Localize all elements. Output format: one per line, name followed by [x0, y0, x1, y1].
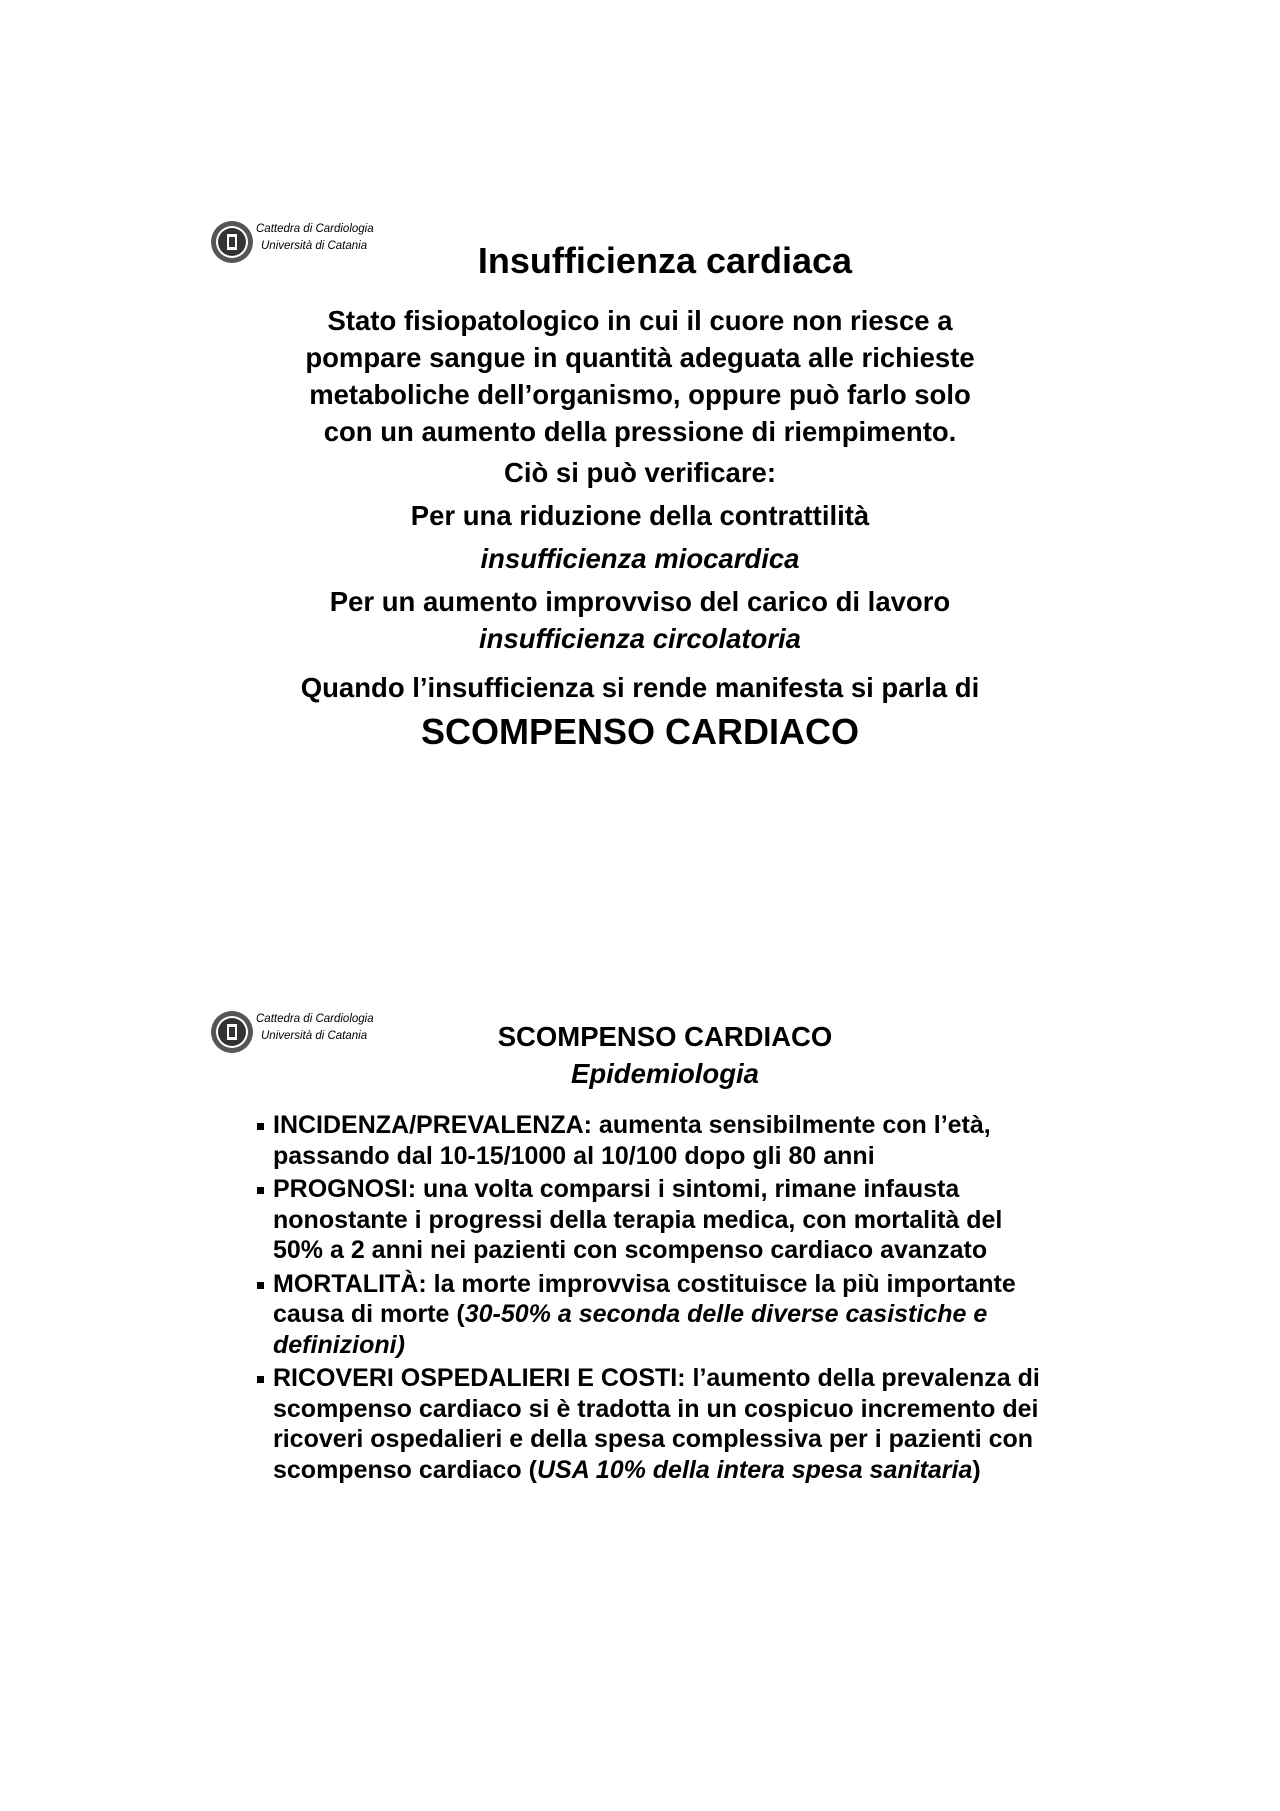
- institution-line1: Cattedra di Cardiologia: [256, 1013, 374, 1025]
- bullet-lead: RICOVERI OSPEDALIERI E COSTI:: [273, 1364, 686, 1392]
- institution-line2: Università di Catania: [261, 1030, 368, 1042]
- list-item-mortality: [255, 1269, 1055, 1361]
- bullet-close: ): [972, 1455, 981, 1484]
- slide1-body: [0, 302, 1280, 752]
- bullet-lead: MORTALITÀ:: [273, 1269, 427, 1298]
- conclusion-heading: SCOMPENSO CARDIACO: [420, 711, 860, 752]
- cause-type-myocardial: insufficienza miocardica: [480, 543, 800, 574]
- bullet-text: l’aumento della prevalenza di scompenso cardiaco si è tradotta in un cospicuo incremento dei ricoveri ospedalieri e della spesa complessiva per i pazienti con scompenso cardiaco (: [273, 1364, 1040, 1484]
- epidemiology-list: [255, 1110, 1055, 1488]
- list-item-incidence: [255, 1110, 1055, 1171]
- slide1-title: Insufficienza cardiaca: [477, 240, 853, 281]
- bullet-lead: PROGNOSI:: [273, 1175, 417, 1203]
- list-item-costs: [255, 1363, 1055, 1485]
- cause-workload: Per un aumento improvviso del carico di lavoro: [329, 586, 951, 617]
- bullet-italic: USA 10% della intera spesa sanitaria: [536, 1455, 973, 1484]
- definition-line: pompare sangue in quantità adeguata alle richieste: [305, 342, 975, 373]
- bullet-lead: INCIDENZA/PREVALENZA:: [273, 1111, 592, 1139]
- occurs-label: Ciò si può verificare:: [503, 457, 777, 488]
- definition-line: con un aumento della pressione di riempimento.: [323, 416, 957, 447]
- slide-epidemiologia: [0, 1000, 1280, 1600]
- slide-insufficienza-cardiaca: [0, 210, 1280, 810]
- list-item-prognosis: [255, 1174, 1055, 1266]
- slide2-title: SCOMPENSO CARDIACO: [497, 1021, 833, 1052]
- slide2-heading: [0, 1018, 1280, 1092]
- definition-line: Stato fisiopatologico in cui il cuore non riesce a: [327, 305, 953, 336]
- manifest-statement: Quando l’insufficienza si rende manifesta si parla di: [300, 672, 980, 703]
- cause-type-circulatory: insufficienza circolatoria: [479, 623, 801, 654]
- cause-contractility: Per una riduzione della contrattilità: [410, 500, 870, 531]
- institution-line2: Università di Catania: [261, 240, 368, 252]
- bullet-text: aumenta sensibilmente con l’età, passando dal 10-15/1000 al 10/100 dopo gli 80 anni: [273, 1111, 991, 1170]
- bullet-italic: 30-50% a seconda delle diverse casistiche e definizioni): [273, 1300, 988, 1359]
- bullet-text: una volta comparsi i sintomi, rimane infausta nonostante i progressi della terapia medica, con mortalità del 50% a 2 anni nei pazienti con scompenso cardiaco avanzato: [273, 1175, 1003, 1264]
- institution-line1: Cattedra di Cardiologia: [256, 223, 374, 235]
- bullet-text: la morte improvvisa costituisce la più importante causa di morte (: [273, 1269, 1016, 1328]
- slide2-subtitle: Epidemiologia: [571, 1058, 759, 1089]
- definition-line: metaboliche dell’organismo, oppure può farlo solo: [309, 379, 971, 410]
